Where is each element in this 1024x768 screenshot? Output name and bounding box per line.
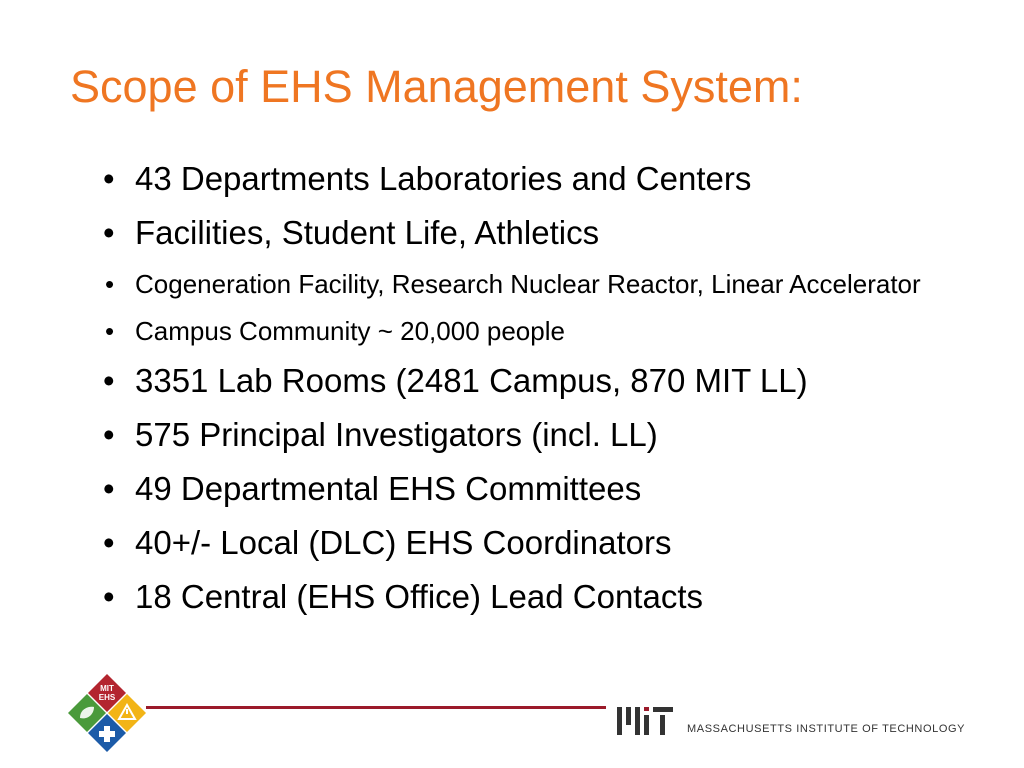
svg-text:EHS: EHS <box>98 693 116 702</box>
bullet-list <box>95 160 975 632</box>
footer-rule <box>146 706 606 709</box>
bullet-item: • Campus Community ~ 20,000 people <box>95 315 975 348</box>
bullet-item: • Cogeneration Facility, Research Nuclear Reactor, Linear Accelerator <box>95 268 975 301</box>
bullet-item: • 18 Central (EHS Office) Lead Contacts <box>95 578 975 616</box>
mit-logo-icon <box>617 705 677 737</box>
mit-ehs-logo-icon <box>66 672 148 754</box>
bullet-item: • 575 Principal Investigators (incl. LL) <box>95 416 975 454</box>
bullet-item: • 49 Departmental EHS Committees <box>95 470 975 508</box>
bullet-item: • 3351 Lab Rooms (2481 Campus, 870 MIT LL) <box>95 362 975 400</box>
mit-tagline: MASSACHUSETTS INSTITUTE OF TECHNOLOGY <box>687 723 966 735</box>
bullet-item: • Facilities, Student Life, Athletics <box>95 214 975 252</box>
svg-text:MIT: MIT <box>100 684 114 693</box>
bullet-item: • 40+/- Local (DLC) EHS Coordinators <box>95 524 975 562</box>
bullet-item: • 43 Departments Laboratories and Centers <box>95 160 975 198</box>
slide-title: Scope of EHS Management System: <box>70 61 803 112</box>
